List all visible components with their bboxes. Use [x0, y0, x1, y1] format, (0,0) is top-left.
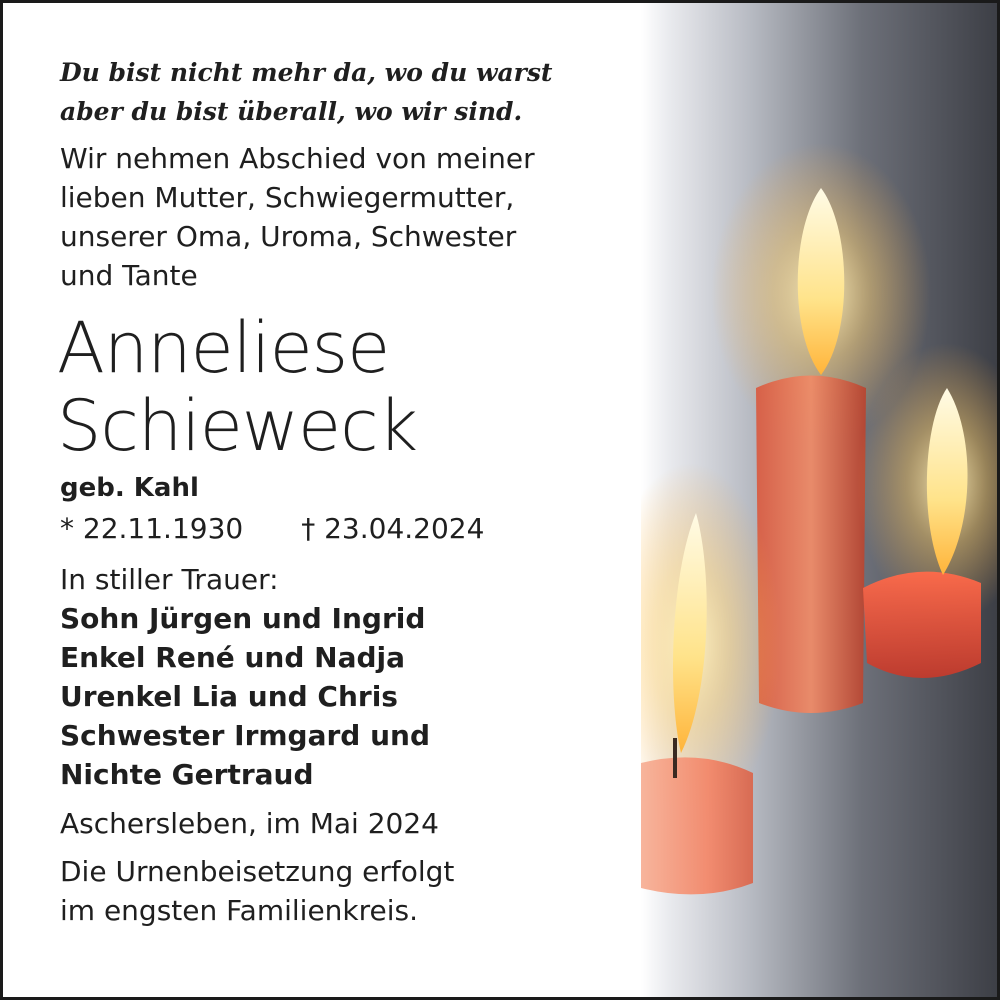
- intro-line: lieben Mutter, Schwiegermutter,: [60, 181, 515, 214]
- burial-line: Die Urnenbeisetzung erfolgt: [60, 855, 455, 888]
- mourner-line: Enkel René und Nadja: [60, 641, 406, 674]
- first-name: Anneliese: [57, 307, 390, 389]
- candles-photo: [641, 3, 997, 1000]
- verse-line: Du bist nicht mehr da, wo du warst: [60, 58, 553, 87]
- mourner-line: Schwester Irmgard und: [60, 719, 431, 752]
- right-candle: [857, 343, 997, 678]
- birth-name: geb. Kahl: [60, 473, 199, 503]
- burial-note: [60, 852, 660, 930]
- place-date: Aschersleben, im Mai 2024: [60, 807, 439, 840]
- mourners-list: [60, 599, 660, 794]
- candles-illustration: [641, 3, 997, 1000]
- death-date: † 23.04.2024: [301, 512, 485, 545]
- mourner-line: Sohn Jürgen und Ingrid: [60, 602, 426, 635]
- verse: [60, 53, 660, 131]
- obituary-text: [57, 53, 660, 930]
- front-candle: [641, 463, 781, 894]
- mourner-line: Urenkel Lia und Chris: [60, 680, 398, 713]
- mourning-label: In stiller Trauer:: [60, 563, 279, 596]
- intro-line: unserer Oma, Uroma, Schwester: [60, 220, 517, 253]
- intro-text: [60, 139, 660, 295]
- mourner-line: Nichte Gertraud: [60, 758, 314, 791]
- last-name: Schieweck: [57, 385, 418, 467]
- life-dates: [60, 509, 660, 549]
- verse-line: aber du bist überall, wo wir sind.: [60, 97, 523, 126]
- deceased-name: [57, 309, 660, 465]
- intro-line: und Tante: [60, 259, 198, 292]
- burial-line: im engsten Familienkreis.: [60, 894, 419, 927]
- birth-date: * 22.11.1930: [60, 512, 244, 545]
- intro-line: Wir nehmen Abschied von meiner: [60, 142, 535, 175]
